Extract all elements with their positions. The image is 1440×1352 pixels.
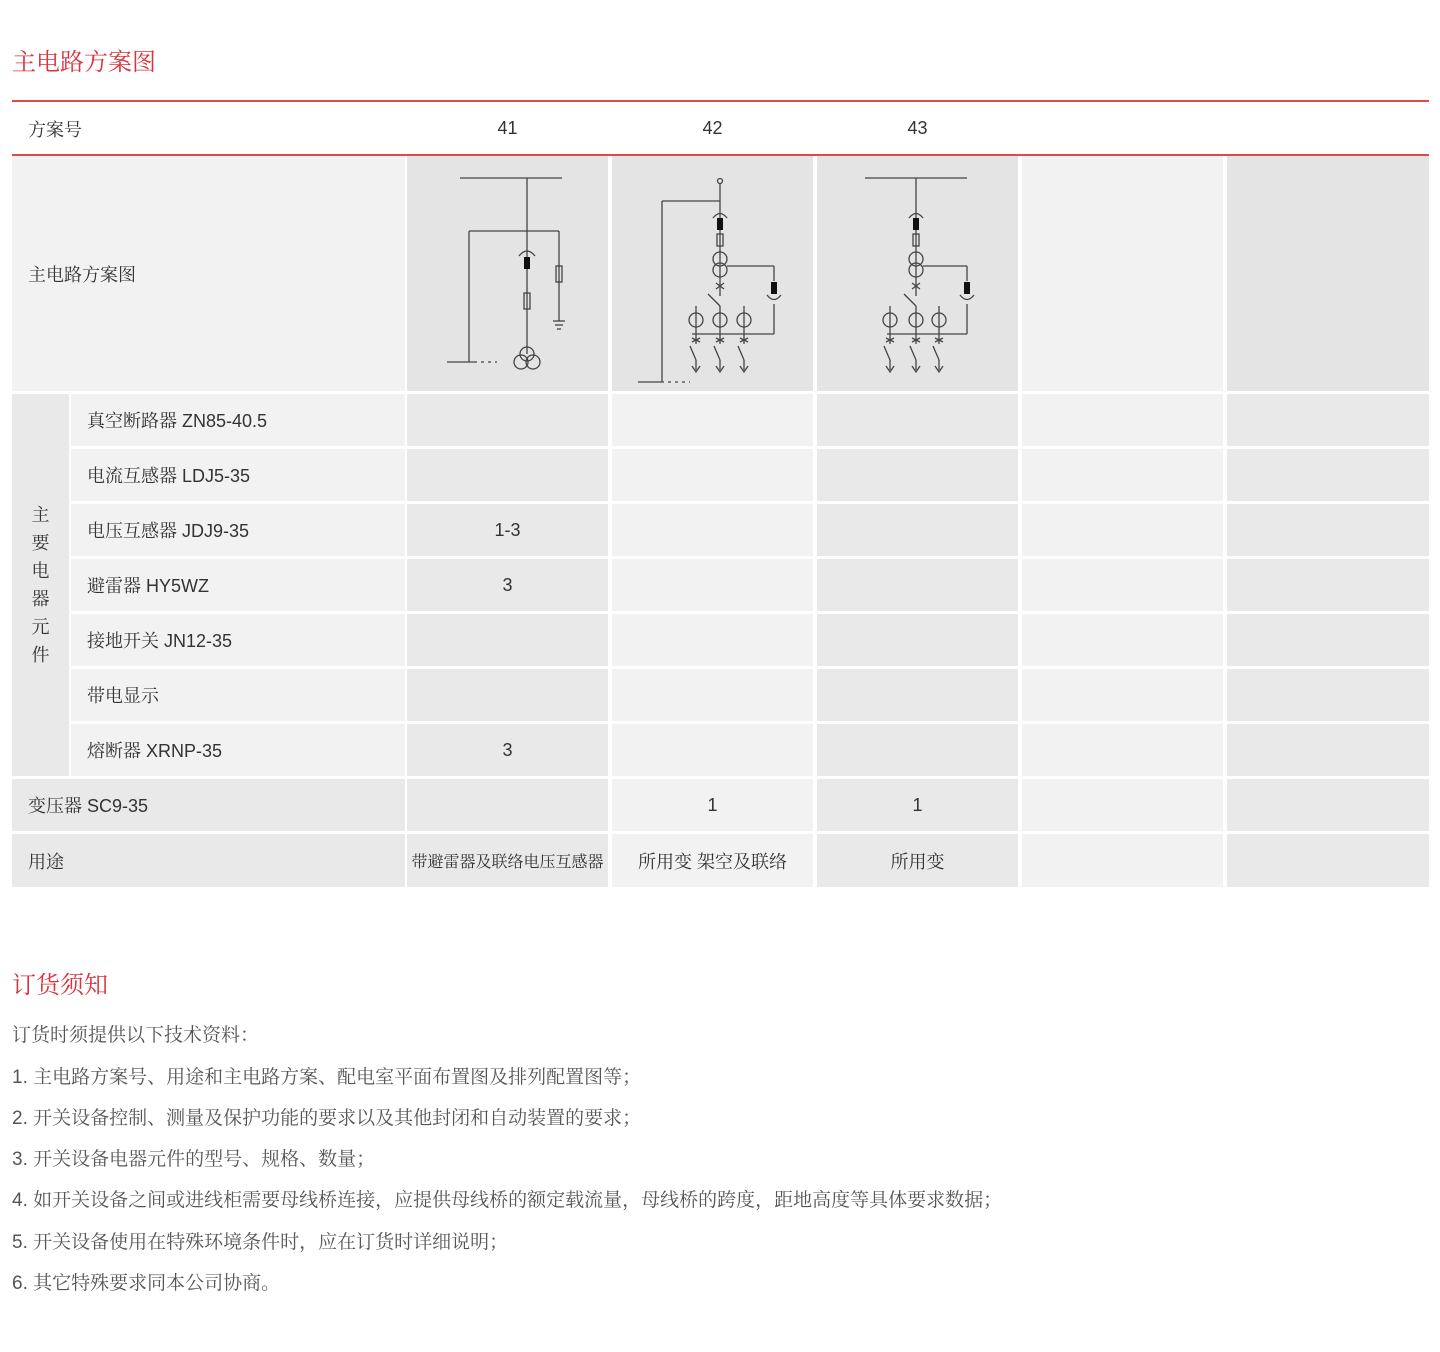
component-value-1-3	[817, 394, 1018, 446]
diagram-cell-42	[612, 156, 813, 391]
diagram-cell-empty-1	[1022, 156, 1223, 391]
component-value-4-5	[1227, 559, 1429, 611]
circuit-diagram-41	[407, 156, 608, 391]
scheme-43: 43	[907, 118, 928, 138]
component-value-1-2	[612, 394, 813, 446]
usage-43: 所用变	[817, 834, 1018, 887]
header-label: 方案号	[28, 119, 82, 140]
component-name-2: 电流互感器 LDJ5-35	[71, 449, 405, 501]
component-value-2-2	[612, 449, 813, 501]
component-value-7-4	[1022, 724, 1223, 776]
transformer-42: 1	[612, 779, 813, 831]
main-circuit-title: 主电路方案图	[12, 49, 156, 76]
component-value-5-4	[1022, 614, 1223, 666]
usage-label: 用途	[12, 834, 405, 887]
component-value-4-4	[1022, 559, 1223, 611]
component-value-6-5	[1227, 669, 1429, 721]
component-name-5: 接地开关 JN12-35	[71, 614, 405, 666]
component-value-6-1	[407, 669, 608, 721]
component-value-7-1: 3	[407, 724, 608, 776]
note-item-2: 2. 开关设备控制、测量及保护功能的要求以及其他封闭和自动装置的要求；	[12, 1108, 642, 1129]
ordering-notes-title: 订货须知	[12, 972, 108, 999]
component-value-3-1: 1-3	[407, 504, 608, 556]
scheme-42: 42	[702, 118, 723, 138]
component-value-6-3	[817, 669, 1018, 721]
component-value-3-3	[817, 504, 1018, 556]
component-value-1-1	[407, 394, 608, 446]
diagram-cell-empty-2	[1227, 156, 1429, 391]
component-value-3-4	[1022, 504, 1223, 556]
transformer-empty-2	[1227, 779, 1429, 831]
note-item-5: 5. 开关设备使用在特殊环境条件时，应在订货时详细说明；	[12, 1232, 509, 1253]
component-value-6-2	[612, 669, 813, 721]
component-value-5-2	[612, 614, 813, 666]
component-value-7-2	[612, 724, 813, 776]
group-char-3: 电	[31, 561, 50, 581]
component-value-5-1	[407, 614, 608, 666]
usage-empty-1	[1022, 834, 1223, 887]
component-value-1-4	[1022, 394, 1223, 446]
component-name-3: 电压互感器 JDJ9-35	[71, 504, 405, 556]
component-value-5-5	[1227, 614, 1429, 666]
circuit-diagram-43	[817, 156, 1018, 391]
transformer-41	[407, 779, 608, 831]
component-value-2-4	[1022, 449, 1223, 501]
component-name-6: 带电显示	[71, 669, 405, 721]
component-value-5-3	[817, 614, 1018, 666]
transformer-label: 变压器 SC9-35	[12, 779, 405, 831]
scheme-41: 41	[497, 118, 518, 138]
component-value-7-3	[817, 724, 1018, 776]
component-value-1-5	[1227, 394, 1429, 446]
component-value-6-4	[1022, 669, 1223, 721]
main-components-group-label	[12, 394, 69, 776]
component-value-3-5	[1227, 504, 1429, 556]
circuit-diagram-42	[612, 156, 813, 391]
group-char-2: 要	[31, 533, 50, 553]
component-name-1: 真空断路器 ZN85-40.5	[71, 394, 405, 446]
note-item-4: 4. 如开关设备之间或进线柜需要母线桥连接，应提供母线桥的额定载流量，母线桥的跨度，距地高度等具体要求数据；	[12, 1190, 1003, 1211]
note-item-3: 3. 开关设备电器元件的型号、规格、数量；	[12, 1149, 376, 1170]
transformer-43: 1	[817, 779, 1018, 831]
usage-41: 带避雷器及联络电压互感器	[407, 834, 608, 887]
usage-42: 所用变 架空及联络	[612, 834, 813, 887]
diagram-cell-41	[407, 156, 608, 391]
component-value-2-3	[817, 449, 1018, 501]
component-value-7-5	[1227, 724, 1429, 776]
component-value-2-1	[407, 449, 608, 501]
component-name-4: 避雷器 HY5WZ	[71, 559, 405, 611]
component-value-2-5	[1227, 449, 1429, 501]
diagram-label: 主电路方案图	[12, 156, 405, 391]
group-char-6: 件	[31, 645, 50, 665]
transformer-empty-1	[1022, 779, 1223, 831]
component-value-4-3	[817, 559, 1018, 611]
component-value-4-1: 3	[407, 559, 608, 611]
group-char-1: 主	[31, 505, 50, 525]
group-char-5: 元	[31, 617, 50, 637]
component-value-4-2	[612, 559, 813, 611]
group-char-4: 器	[31, 589, 50, 609]
usage-empty-2	[1227, 834, 1429, 887]
component-name-7: 熔断器 XRNP-35	[71, 724, 405, 776]
note-item-1: 1. 主电路方案号、用途和主电路方案、配电室平面布置图及排列配置图等；	[12, 1067, 642, 1088]
diagram-cell-43	[817, 156, 1018, 391]
notes-intro: 订货时须提供以下技术资料：	[12, 1025, 260, 1046]
note-item-6: 6. 其它特殊要求同本公司协商。	[12, 1273, 281, 1294]
component-value-3-2	[612, 504, 813, 556]
